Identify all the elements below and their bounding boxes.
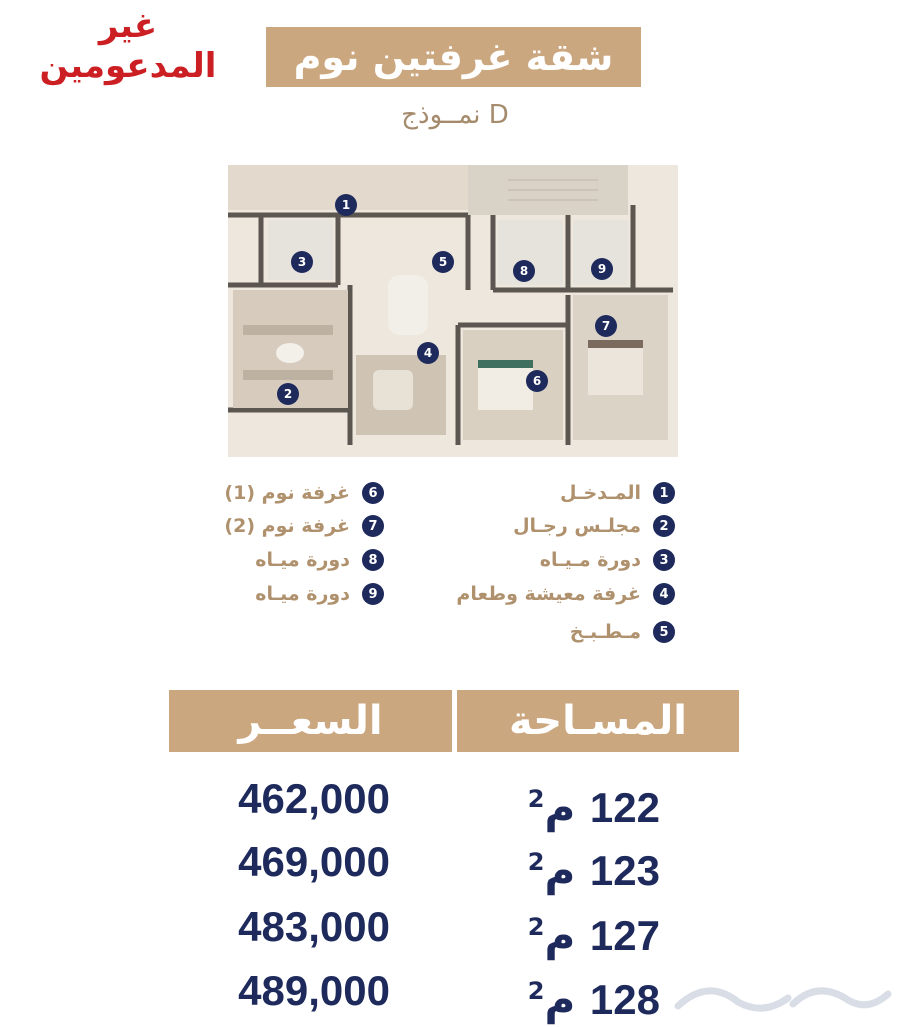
watermark-logo [668,968,896,1020]
area-cell [510,967,660,1024]
legend-label: غرفة نوم (2) [224,515,350,537]
area-unit [528,783,576,832]
legend-number-badge: 2 [653,515,675,537]
price-value: 483,000 [238,903,390,950]
area-cell [510,775,660,832]
area-unit [528,846,576,895]
legend-number-badge: 5 [653,621,675,643]
unit-superscript: 2 [527,913,545,941]
price-header-label: السعــر [238,698,383,744]
legend-number-badge: 1 [653,482,675,504]
plan-marker-7-label: 7 [601,319,611,333]
legend-number-badge: 4 [653,583,675,605]
legend-label: مجلـس رجـال [513,515,641,537]
plan-marker-4-label: 4 [423,346,433,360]
legend-number-badge: 9 [362,583,384,605]
legend-number-badge: 7 [362,515,384,537]
price-value: 462,000 [238,775,390,822]
unit-label: م [544,783,576,832]
legend-item [440,546,675,574]
legend-label: دورة ميـاه [255,549,350,571]
model-label: نمــوذج D [401,100,509,130]
legend-item [440,618,675,646]
price-value: 469,000 [238,838,390,885]
legend-label: غرفة نوم (1) [224,482,350,504]
price-column-header [169,690,452,752]
area-value: 122 [589,784,660,831]
unit-label: م [544,911,576,960]
legend-item [220,580,384,608]
legend-item [220,512,384,540]
legend-item [220,546,384,574]
legend-label: دورة ميـاه [255,583,350,605]
plan-marker-3-label: 3 [297,255,307,269]
plan-marker-2-label: 2 [283,387,293,401]
note-line-1: غير [98,6,158,46]
legend-item [220,479,384,507]
legend-number-badge: 8 [362,549,384,571]
area-value: 128 [589,976,660,1023]
unit-superscript: 2 [527,848,545,876]
non-subsidized-note [28,6,228,86]
plan-marker-6-label: 6 [532,374,542,388]
price-value: 489,000 [238,967,390,1014]
legend-item [440,479,675,507]
floor-plan-image [228,165,678,457]
plan-marker-1-label: 1 [341,198,351,212]
legend-item [440,512,675,540]
unit-label: م [544,846,576,895]
legend-label: دورة مـيـاه [539,549,641,571]
legend-number-badge: 6 [362,482,384,504]
plan-marker-5-label: 5 [438,255,448,269]
area-unit [528,911,576,960]
area-value: 127 [589,912,660,959]
area-value: 123 [589,847,660,894]
area-column-header [457,690,739,752]
area-header-label: المسـاحة [508,698,688,744]
area-cell [510,903,660,960]
unit-superscript: 2 [527,785,545,813]
legend-label: المـدخـل [559,482,641,504]
area-cell [510,838,660,895]
title-banner [266,27,641,87]
legend-label: مـطـبـخ [569,621,641,643]
area-unit [528,975,576,1024]
legend-number-badge: 3 [653,549,675,571]
unit-superscript: 2 [527,977,545,1005]
note-line-2: المدعومين [39,46,217,86]
page-title: شقة غرفتين نوم [293,35,614,79]
legend-label: غرفة معيشة وطعام [456,583,641,605]
unit-label: م [544,975,576,1024]
plan-marker-8-label: 8 [519,264,529,278]
plan-marker-9-label: 9 [597,262,607,276]
legend-item [440,580,675,608]
